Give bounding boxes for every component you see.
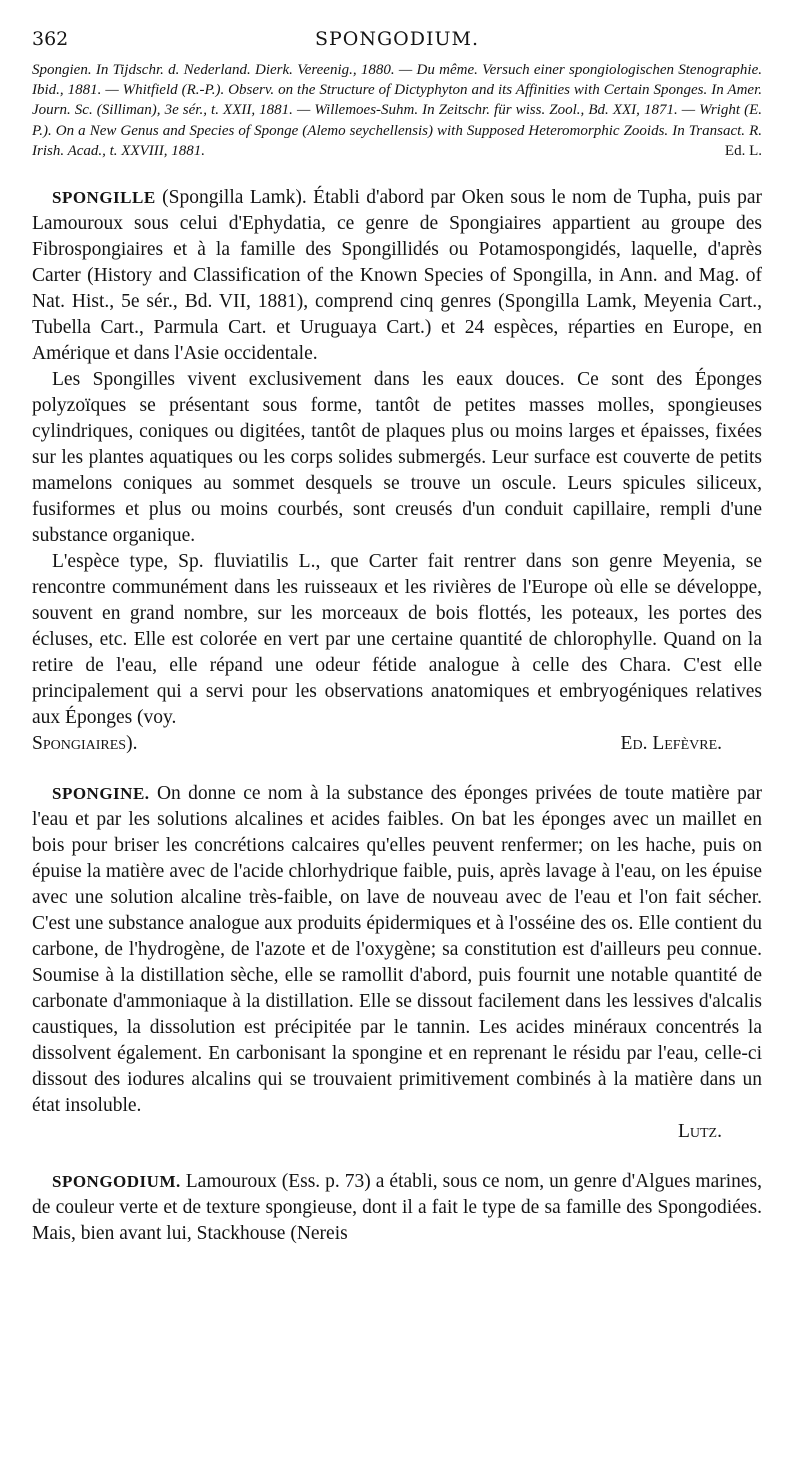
entry-paragraph [32, 781, 762, 1119]
references-text: Spongien. In Tijdschr. d. Nederland. Dierk. Vereenig., 1880. — Du même. Versuch einer spongiologischen Stenographie. Ibid., 1881. — Whitfield (R.-P.). Observ. on the Structure of Dictyphyton and its Affinities with Certain Sponges. In Amer. Journ. Sc. (Silliman), 3e sér., t. XXII, 1881. — Willemoes-Suhm. In Zeitschr. für wiss. Zool., Bd. XXI, 1871. — Wright (E. P.). On a New Genus and Species of Sponge (Alemo seychellensis) with Supposed Heteromorphic Zooids. In Transact. R. Irish. Acad., t. XXVIII, 1881. [32, 62, 762, 159]
headword: SPONGILLE [52, 188, 156, 208]
headword: SPONGODIUM. [52, 1172, 181, 1192]
bibliography-references [32, 60, 762, 161]
paragraph-text: (Spongilla Lamk). Établi d'abord par Oken sous le nom de Tupha, puis par Lamouroux sous celui d'Ephydatia, ce genre de Spongiaires appartient au groupe des Fibrospongiaires et à la famille des Spongillidés ou Potamospongidés, laquelle, d'après Carter (History and Classification of the Known Species of Spongilla, in Ann. and Mag. of Nat. Hist., 5e sér., Bd. VII, 1881), comprend cinq genres (Spongilla Lamk, Meyenia Cart., Tubella Cart., Parmula Cart. et Uruguaya Cart.) et 24 espèces, réparties en Europe, en Amérique et dans l'Asie occidentale. [32, 187, 763, 365]
author-signature: Lutz. [677, 1121, 722, 1143]
entry-paragraph [32, 185, 762, 367]
entry-spongille [32, 185, 762, 757]
page-number: 362 [32, 28, 69, 50]
page [32, 26, 762, 1247]
entry-spongodium [32, 1169, 762, 1247]
running-head: SPONGODIUM. [314, 28, 479, 50]
author-signature: Ed. Lefèvre. [620, 733, 722, 755]
paragraph-text: Lamouroux (Ess. p. 73) a établi, sous ce nom, un genre d'Algues marines, de couleur verte et de texture spongieuse, dont il a fait le type de sa famille des Spongodiées. Mais, bien avant lui, Stackhouse (Nereis [32, 1171, 763, 1245]
signature-line [32, 1119, 762, 1145]
entry-paragraph: Les Spongilles vivent exclusivement dans les eaux douces. Ce sont des Éponges polyzoïques se présentant sous forme, tantôt de petites masses molles, spongieuses cylindriques, coniques ou digitées, tantôt de plaques plus ou moins larges et épaisses, fixées sur les plantes aquatiques ou les corps solides submergés. Leur surface est couverte de petits mamelons coniques au sommet desquels se trouve un oscule. Leurs spicules siliceux, fusiformes et plus ou moins courbés, sont creusés d'un conduit capillaire, rempli d'une substance organique. [32, 369, 762, 547]
page-header [32, 26, 762, 60]
signature-line [32, 731, 762, 757]
entry-spongine [32, 781, 762, 1145]
cross-reference: Spongiaires). [32, 733, 138, 755]
entry-paragraph [32, 1169, 762, 1247]
paragraph-text: On donne ce nom à la substance des éponges privées de toute matière par l'eau et par les solutions alcalines et acides faibles. On bat les éponges avec un maillet en bois pour briser les concrétions calcaires qu'elles peuvent renfermer; on les hache, puis on épuise la matière avec de l'acide chlorhydrique faible, puis, après lavage à l'eau, on les épuise avec une solution alcaline très-faible, on lave de nouveau avec de l'eau et l'on fait sécher. C'est une substance analogue aux produits épidermiques et à l'osséine des os. Elle contient du carbone, de l'hydrogène, de l'azote et de l'oxygène; sa constitution est d'ailleurs peu connue. Soumise à la distillation sèche, elle se ramollit d'abord, puis fournit une notable quantité de carbonate d'ammoniaque à la distillation. Elle se dissout facilement dans les lessives d'alcalis caustiques, la dissolution est précipitée par le tannin. Les acides minéraux concentrés la dissolvent également. En carbonisant la spongine et en reprenant le résidu par l'eau, celle-ci dissout des iodures alcalins qui se trouvaient primitivement combinés à la matière dans un état insoluble. [32, 783, 763, 1117]
references-signature: Ed. L. [724, 142, 762, 159]
entry-paragraph: L'espèce type, Sp. fluviatilis L., que Carter fait rentrer dans son genre Meyenia, se rencontre communément dans les ruisseaux et les rivières de l'Europe où elle se développe, souvent en grand nombre, sur les morceaux de bois flottés, les poteaux, les portes des écluses, etc. Elle est colorée en vert par une certaine quantité de chlorophylle. Quand on la retire de l'eau, elle répand une odeur fétide analogue à celle des Chara. C'est elle principalement qui a servi pour les observations anatomiques et embryogéniques relatives aux Éponges (voy. [32, 551, 762, 729]
headword: SPONGINE. [52, 784, 150, 804]
